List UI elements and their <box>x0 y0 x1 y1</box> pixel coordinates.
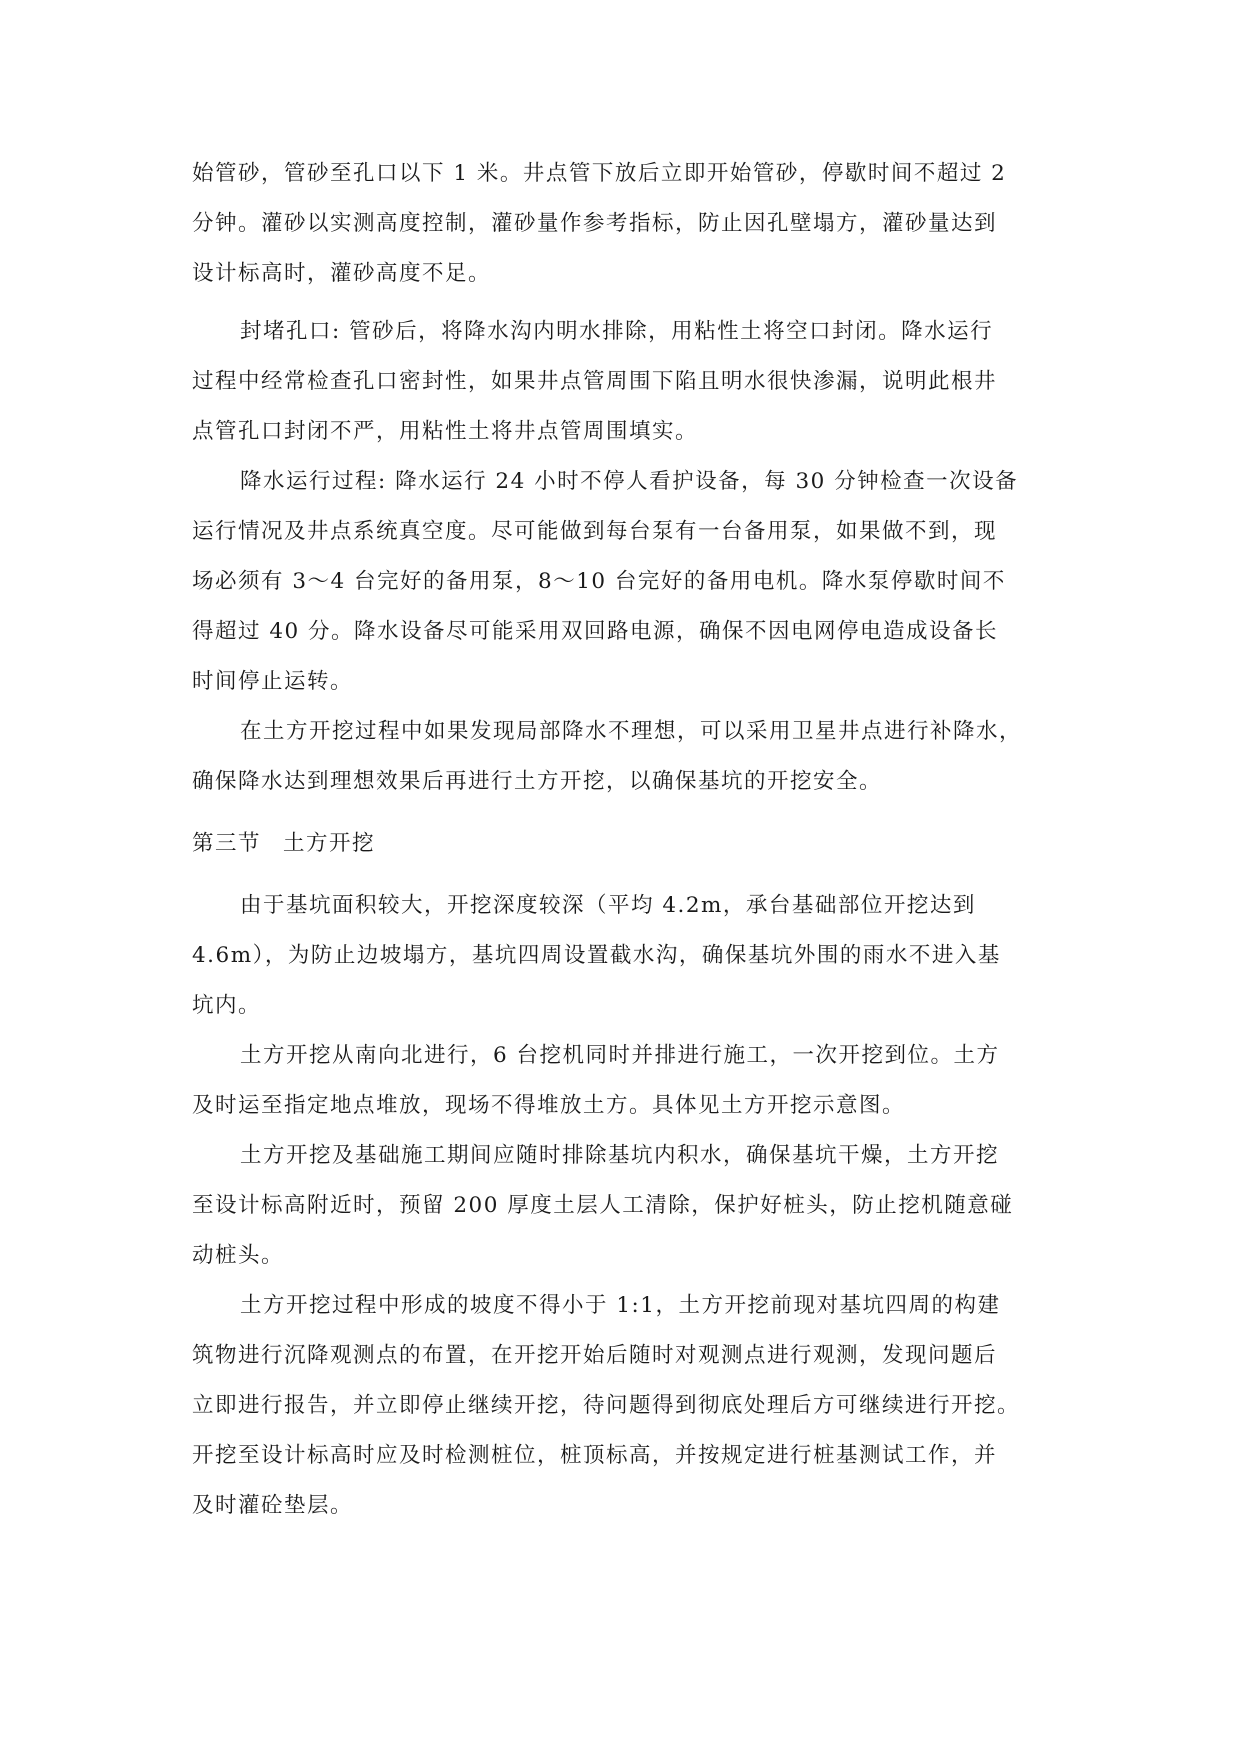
text-line: 过程中经常检查孔口密封性，如果井点管周围下陷且明水很快渗漏，说明此根井 <box>192 369 998 394</box>
text-line: 立即进行报告，并立即停止继续开挖，待问题得到彻底处理后方可继续进行开挖。 <box>192 1393 1021 1418</box>
section-heading <box>192 828 1054 878</box>
paragraph-seal-hole <box>192 316 1054 466</box>
text-line: 及时灌砼垫层。 <box>192 1493 354 1518</box>
paragraph-sand-filling <box>192 158 1054 308</box>
text-line: 时间停止运转。 <box>192 669 354 694</box>
text-line: 运行情况及井点系统真空度。尽可能做到每台泵有一台备用泵，如果做不到，现 <box>192 519 998 544</box>
text-line: 开挖至设计标高时应及时检测桩位，桩顶标高，并按规定进行桩基测试工作，并 <box>192 1443 998 1468</box>
text-line: 动桩头。 <box>192 1243 285 1268</box>
text-line: 土方开挖及基础施工期间应随时排除基坑内积水，确保基坑干燥，土方开挖 <box>240 1143 1000 1168</box>
text-line: 设计标高时，灌砂高度不足。 <box>192 261 492 286</box>
text-line: 降水运行过程: 降水运行 24 小时不停人看护设备，每 30 分钟检查一次设备 <box>240 469 1019 494</box>
text-line: 坑内。 <box>192 993 262 1018</box>
text-line: 土方开挖从南向北进行，6 台挖机同时并排进行施工，一次开挖到位。土方 <box>240 1043 1000 1068</box>
text-line: 始管砂，管砂至孔口以下 1 米。井点管下放后立即开始管砂，停歇时间不超过 2 <box>192 161 1007 186</box>
text-line: 4.6m），为防止边坡塌方，基坑四周设置截水沟，确保基坑外围的雨水不进入基 <box>192 943 1001 968</box>
paragraph-water-removal <box>192 1140 1054 1290</box>
document-body <box>192 158 1054 1540</box>
text-line: 及时运至指定地点堆放，现场不得堆放土方。具体见土方开挖示意图。 <box>192 1093 906 1118</box>
text-line: 得超过 40 分。降水设备尽可能采用双回路电源，确保不因电网停电造成设备长 <box>192 619 999 644</box>
text-line: 确保降水达到理想效果后再进行土方开挖，以确保基坑的开挖安全。 <box>192 769 883 794</box>
paragraph-excavation-overview <box>192 890 1054 1040</box>
text-line: 土方开挖过程中形成的坡度不得小于 1:1，土方开挖前现对基坑四周的构建 <box>240 1293 1001 1318</box>
text-line: 分钟。灌砂以实测高度控制，灌砂量作参考指标，防止因孔壁塌方，灌砂量达到 <box>192 211 998 236</box>
section-title: 土方开挖 <box>283 831 376 856</box>
section-number: 第三节 <box>192 831 262 856</box>
paragraph-supplementary-dewatering <box>192 716 1054 816</box>
text-line: 由于基坑面积较大，开挖深度较深（平均 4.2m，承台基础部位开挖达到 <box>240 893 976 918</box>
text-line: 在土方开挖过程中如果发现局部降水不理想，可以采用卫星井点进行补降水， <box>240 719 1023 744</box>
paragraph-dewatering-operation <box>192 466 1054 716</box>
text-line: 封堵孔口: 管砂后，将降水沟内明水排除，用粘性土将空口封闭。降水运行 <box>240 319 994 344</box>
text-line: 筑物进行沉降观测点的布置，在开挖开始后随时对观测点进行观测，发现问题后 <box>192 1343 998 1368</box>
paragraph-slope-monitoring <box>192 1290 1054 1540</box>
text-line: 场必须有 3～4 台完好的备用泵，8～10 台完好的备用电机。降水泵停歇时间不 <box>192 569 1006 594</box>
paragraph-excavation-sequence <box>192 1040 1054 1140</box>
text-line: 点管孔口封闭不严，用粘性土将井点管周围填实。 <box>192 419 699 444</box>
text-line: 至设计标高附近时，预留 200 厚度土层人工清除，保护好桩头，防止挖机随意碰 <box>192 1193 1014 1218</box>
